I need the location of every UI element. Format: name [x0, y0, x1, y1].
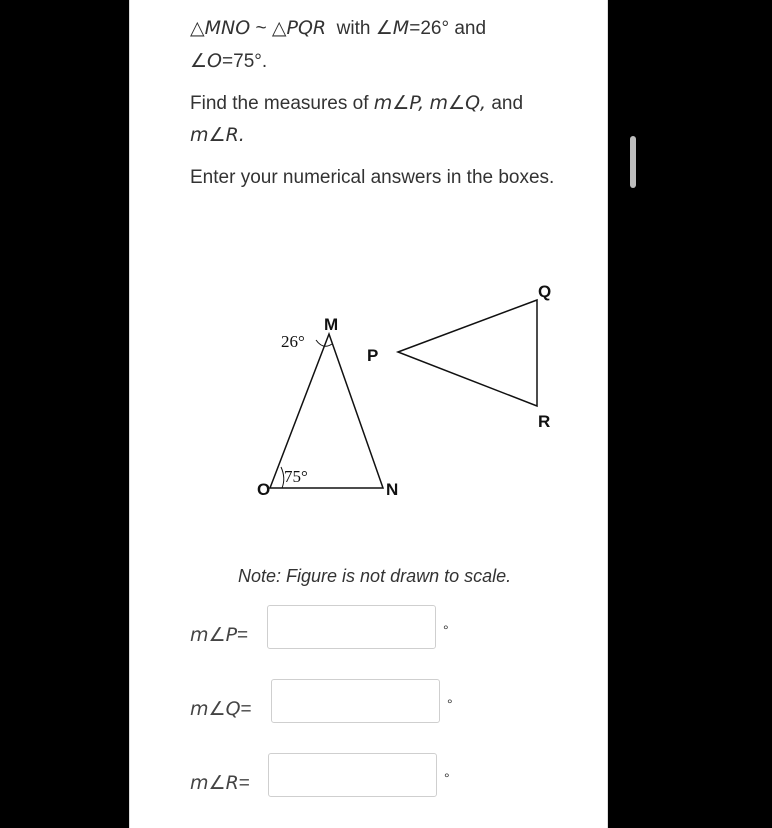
triangle-pqr	[398, 300, 537, 406]
vertex-m-label: M	[324, 315, 339, 334]
find-line-2: m∠R.	[190, 124, 245, 146]
vertex-q-label: Q	[538, 282, 552, 301]
answer-r-input[interactable]	[268, 753, 437, 797]
answer-p-input[interactable]	[267, 605, 436, 649]
vertex-n-label: N	[386, 480, 399, 499]
given-line-1: △MNO ~ △PQR with ∠M=26° and	[190, 17, 487, 39]
figure-note: Note: Figure is not drawn to scale.	[238, 566, 512, 586]
vertex-o-label: O	[257, 480, 271, 499]
vertex-p-label: P	[367, 346, 379, 365]
answer-q-unit: °	[447, 696, 453, 712]
given-line-2: ∠O=75°.	[190, 50, 268, 72]
answer-q-label: m∠Q=	[190, 698, 252, 720]
answer-p-label: m∠P=	[190, 624, 249, 646]
angle-m-value: 26°	[281, 332, 305, 351]
answer-r-unit: °	[444, 770, 450, 786]
find-line-1: Find the measures of m∠P, m∠Q, and	[190, 92, 524, 114]
answer-q-input[interactable]	[271, 679, 440, 723]
vertex-r-label: R	[538, 412, 551, 431]
instruction-text: Enter your numerical answers in the boxes.	[190, 167, 555, 188]
answer-p-unit: °	[443, 622, 449, 638]
answer-r-label: m∠R=	[190, 772, 250, 794]
angle-o-value: 75°	[284, 467, 308, 486]
